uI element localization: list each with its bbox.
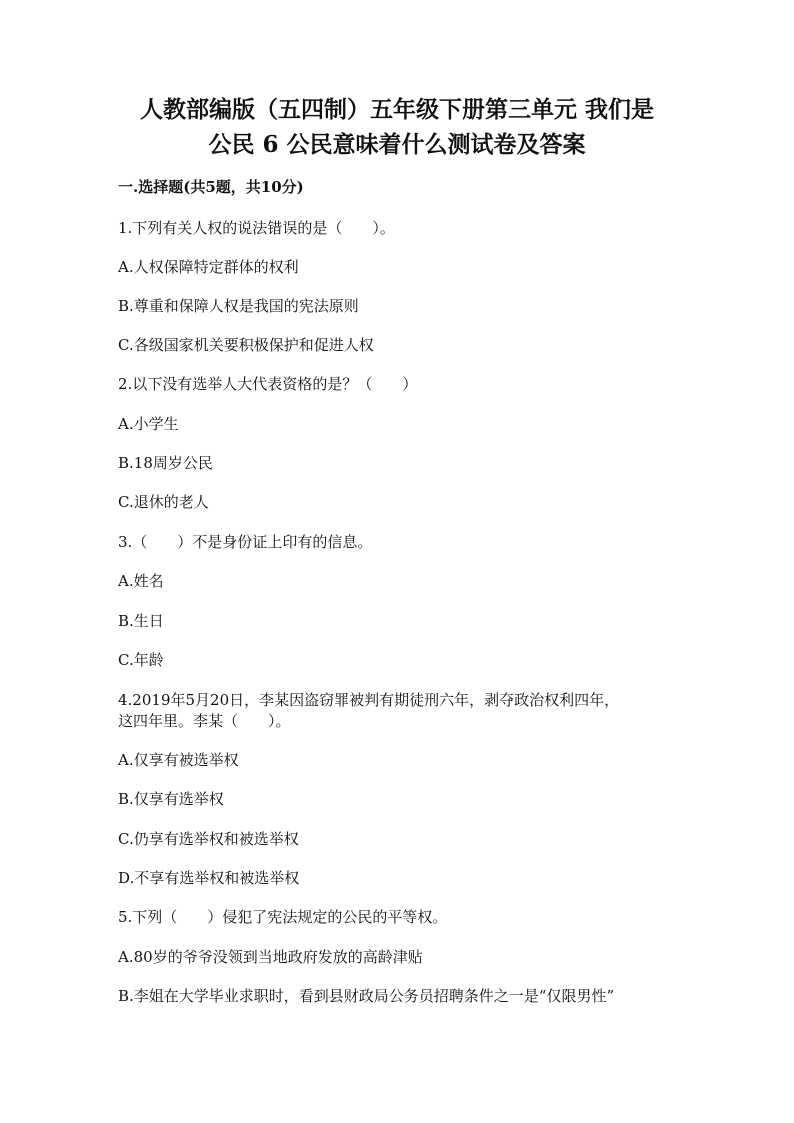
question-2-option-c: C.退休的老人 xyxy=(118,493,209,511)
question-4-option-b: B.仅享有选举权 xyxy=(118,790,224,808)
question-4-stem-line-2: 这四年里。李某（ ）。 xyxy=(118,712,291,730)
question-5-option-a: A.80岁的爷爷没领到当地政府发放的高龄津贴 xyxy=(118,948,423,966)
question-3-stem: 3.（ ）不是身份证上印有的信息。 xyxy=(118,533,373,551)
page-title-line-1: 人教部编版（五四制）五年级下册第三单元 我们是 xyxy=(139,96,654,123)
question-4-stem-line-1: 4.2019年5月20日，李某因盗窃罪被判有期徒刑六年，剥夺政治权利四年， xyxy=(118,691,620,709)
question-4-option-a: A.仅享有被选举权 xyxy=(118,751,239,769)
question-4-option-c: C.仍享有选举权和被选举权 xyxy=(118,830,299,848)
question-5-stem: 5.下列（ ）侵犯了宪法规定的公民的平等权。 xyxy=(118,908,448,926)
question-5-option-b: B.李姐在大学毕业求职时，看到县财政局公务员招聘条件之一是“仅限男性” xyxy=(118,987,615,1005)
question-1-option-a: A.人权保障特定群体的权利 xyxy=(118,258,299,276)
question-1-option-c: C.各级国家机关要积极保护和促进人权 xyxy=(118,336,374,354)
question-3-option-c: C.年龄 xyxy=(118,651,164,669)
section-heading: 一.选择题(共5题，共10分) xyxy=(118,178,304,196)
question-2-stem: 2.以下没有选举人大代表资格的是？（ ） xyxy=(118,375,418,393)
question-4-option-d: D.不享有选举权和被选举权 xyxy=(118,869,300,887)
question-1-stem: 1.下列有关人权的说法错误的是（ ）。 xyxy=(118,219,395,237)
question-2-option-a: A.小学生 xyxy=(118,415,179,433)
page-title-line-2: 公民 6 公民意味着什么测试卷及答案 xyxy=(208,131,586,158)
question-1-option-b: B.尊重和保障人权是我国的宪法原则 xyxy=(118,297,359,315)
question-2-option-b: B.18周岁公民 xyxy=(118,454,213,472)
question-3-option-a: A.姓名 xyxy=(118,572,164,590)
question-3-option-b: B.生日 xyxy=(118,612,164,630)
